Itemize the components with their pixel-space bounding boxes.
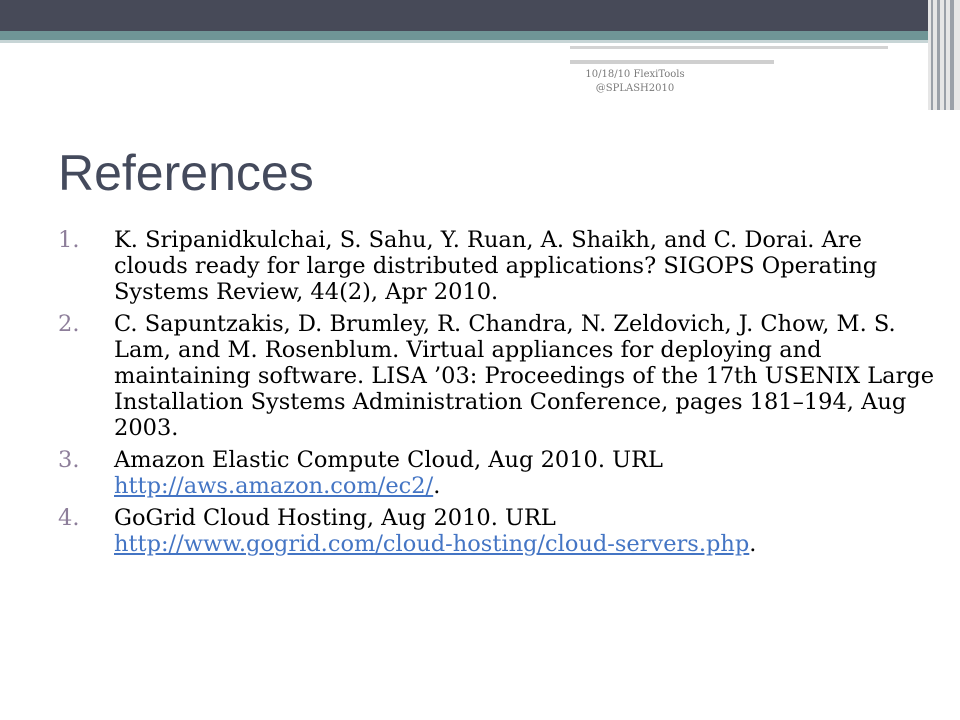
reference-text-lead: GoGrid Cloud Hosting, Aug 2010. URL [114,505,556,531]
header-rule-bottom [570,60,774,64]
accent-line [0,40,930,43]
reference-item [58,227,938,305]
reference-text [114,505,938,557]
reference-item [58,447,938,499]
header-event-line: @SPLASH2010 [595,83,675,94]
reference-url-link[interactable]: http://aws.amazon.com/ec2/ [114,473,434,499]
reference-item [58,311,938,441]
reference-list [58,227,938,563]
reference-text [114,447,938,499]
reference-text: C. Sapuntzakis, D. Brumley, R. Chandra, N. Zeldovich, J. Chow, M. S. Lam, and M. Rosenblum. Virtual appliances for deploying and maintaining software. LISA ’03: Proceedings of the 17th USENIX Large Installation Systems Administration Conference, pages 181–194, Aug 2003. [114,311,935,441]
header-date-line: 10/18/10 FlexiTools [585,69,685,80]
reference-number: 2. [58,311,80,337]
reference-number: 1. [58,227,80,253]
reference-text: K. Sripanidkulchai, S. Sahu, Y. Ruan, A. Shaikh, and C. Dorai. Are clouds ready for large distributed applications? SIGOPS Operating Systems Review, 44(2), Apr 2010. [114,227,878,305]
reference-url-link[interactable]: http://www.gogrid.com/cloud-hosting/cloud-servers.php [114,531,750,557]
reference-text-lead: Amazon Elastic Compute Cloud, Aug 2010. URL [114,447,663,473]
reference-item [58,505,938,557]
reference-text-tail: . [749,531,757,557]
top-band [0,0,960,31]
header-rule-top [570,46,888,49]
slide-title: References [58,145,314,201]
reference-number: 3. [58,447,80,473]
reference-text-tail: . [433,473,441,499]
reference-number: 4. [58,505,80,531]
teal-stripe [0,31,930,40]
slide-header [560,68,710,96]
corner-decoration [928,0,960,110]
